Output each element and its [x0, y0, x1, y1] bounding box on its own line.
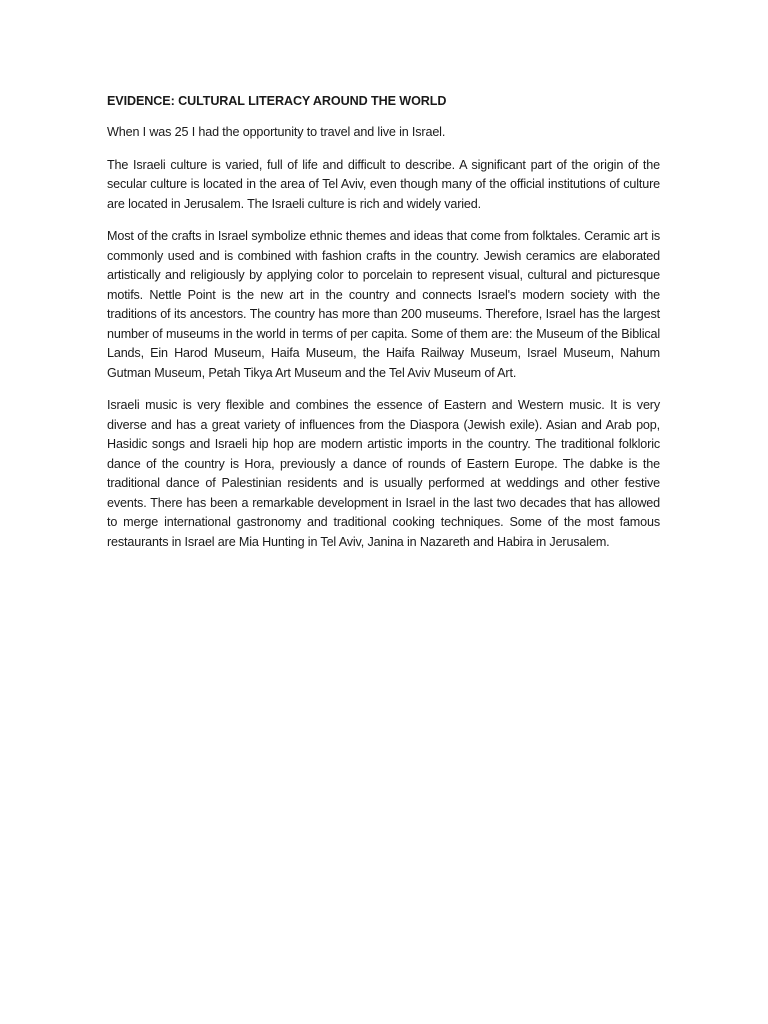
paragraph-intro: When I was 25 I had the opportunity to travel and live in Israel. — [107, 125, 446, 139]
paragraph-crafts-museums: Most of the crafts in Israel symbolize ethnic themes and ideas that come from folktales. Ceramic art is commonly used and is combined with fashion crafts in the country. Jewish ceramics are elaborated artistically and religiously by applying color to porcelain to represent visual, cultural and picturesque motifs. Nettle Point is the new art in the country and connects Israel's modern society with the traditions of its ancestors. The country has more than 200 museums. Therefore, Israel has the largest number of museums in the world in terms of per capita. Some of them are: the Museum of the Biblical Lands, Ein Harod Museum, Haifa Museum, the Haifa Railway Museum, Israel Museum, Nahum Gutman Museum, Petah Tikya Art Museum and the Tel Aviv Museum of Art. — [107, 229, 660, 380]
document-title: EVIDENCE: CULTURAL LITERACY AROUND THE WORLD — [107, 94, 447, 108]
document-page — [107, 92, 660, 565]
paragraph-music-dance-food: Israeli music is very flexible and combines the essence of Eastern and Western music. It is very diverse and has a great variety of influences from the Diaspora (Jewish exile). Asian and Arab pop, Hasidic songs and Israeli hip hop are modern artistic imports in the country. The traditional folkloric dance of the country is Hora, previously a dance of rounds of Eastern Europe. The dabke is the traditional dance of Palestinian residents and is usually performed at weddings and other festive events. There has been a remarkable development in Israel in the last two decades that has allowed to merge international gastronomy and traditional cooking techniques. Some of the most famous restaurants in Israel are Mia Hunting in Tel Aviv, Janina in Nazareth and Habira in Jerusalem. — [107, 398, 660, 549]
paragraph-culture: The Israeli culture is varied, full of life and difficult to describe. A significant part of the origin of the secular culture is located in the area of Tel Aviv, even though many of the official institutions of culture are located in Jerusalem. The Israeli culture is rich and widely varied. — [107, 157, 660, 211]
